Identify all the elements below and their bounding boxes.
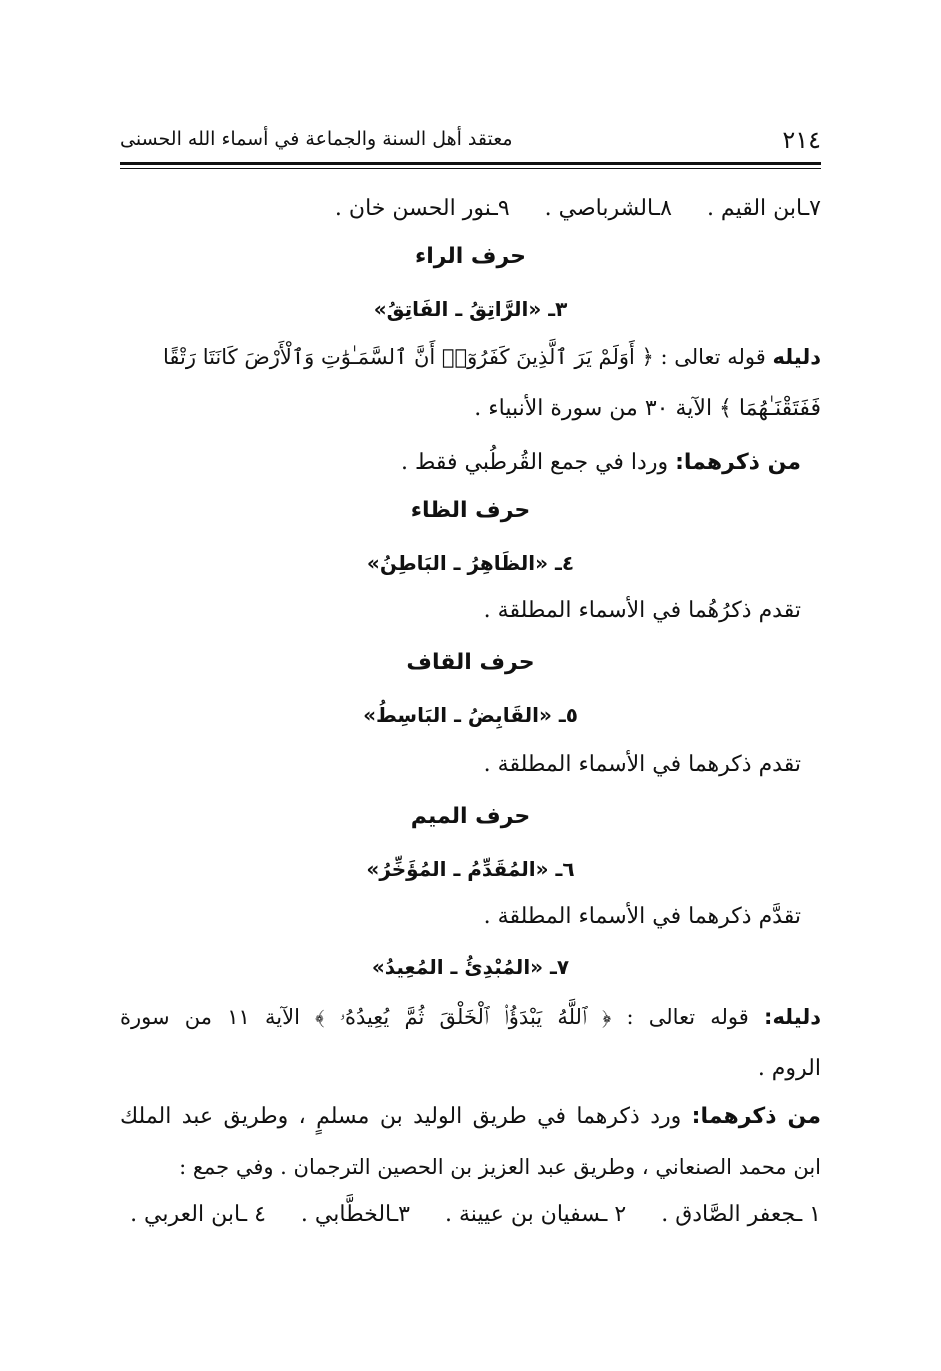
- body-text: تقدم ذكرُهُما في الأسماء المطلقة .: [483, 598, 801, 623]
- name-title-rateq: ٣ـ «الرَّاتِقُ ـ الفَاتِقُ»: [373, 297, 568, 321]
- section-heading-mim: حرف الميم: [410, 804, 531, 829]
- mention-line-continued: ابن محمد الصنعاني ، وطريق عبد العزيز بن الحصين الترجمان . وفي جمع :: [179, 1155, 821, 1179]
- evidence-line: [120, 340, 821, 374]
- mention-text: ورد ذكرهما في طريق الوليد بن مسلمٍ ، وطريق عبد الملك: [120, 1104, 682, 1129]
- mention-label: من ذكرهما:: [691, 1104, 821, 1129]
- list-item: ٤ ـابن العربي .: [130, 1202, 266, 1227]
- evidence-line: [120, 1000, 821, 1034]
- mention-label: من ذكرهما:: [675, 450, 801, 475]
- evidence-line-continued: الروم .: [757, 1056, 821, 1081]
- list-item: ٩ـنور الحسن خان .: [334, 196, 510, 221]
- body-text: تقدَّم ذكرهما في الأسماء المطلقة .: [483, 904, 801, 929]
- top-list: [120, 192, 821, 226]
- name-title-qabed: ٥ـ «القَابِضُ ـ البَاسِطُ»: [363, 703, 578, 727]
- list-item: ٣ـالخطَّابي .: [300, 1202, 410, 1227]
- list-item: ٧ـابن القيم .: [706, 196, 821, 221]
- list-item: ١ ـجعفر الصَّادق .: [661, 1202, 821, 1227]
- mention-line: [120, 1100, 821, 1134]
- list-item: ٢ ـسفيان بن عيينة .: [445, 1202, 627, 1227]
- mention-line: [120, 446, 801, 480]
- evidence-label: دليله: [772, 345, 821, 369]
- section-heading-ra: حرف الراء: [414, 244, 527, 269]
- list-item: ٨ـالشرباصي .: [544, 196, 672, 221]
- page-header: [120, 126, 821, 156]
- evidence-line-continued: فَفَتَقْنَـٰهُمَا ﴾ الآية ٣٠ من سورة الأنبياء .: [474, 396, 821, 421]
- evidence-text: قوله تعالى : ﴿ أَوَلَمْ يَرَ ٱلَّذِينَ كَفَرُوٓا۟ أَنَّ ٱلسَّمَـٰوَٰتِ وَٱلْأَرْضَ كَانَتَا رَتْقًا: [163, 345, 766, 369]
- header-rule-thick: [120, 162, 821, 165]
- page-number: ٢١٤: [782, 126, 821, 154]
- mention-text: وردا في جمع القُرطُبي فقط .: [400, 450, 669, 475]
- name-title-muqaddim: ٦ـ «المُقَدِّمُ ـ المُؤَخِّرُ»: [366, 857, 575, 881]
- body-text: تقدم ذكرهما في الأسماء المطلقة .: [483, 752, 801, 777]
- section-heading-qaf: حرف القاف: [406, 650, 535, 675]
- scholar-list: [120, 1198, 821, 1232]
- evidence-text: قوله تعالى : ﴿ ٱللَّهُ يَبْدَؤُا۟ ٱلْخَلْقَ ثُمَّ يُعِيدُهُۥ ﴾ الآية ١١ من سورة: [120, 1005, 749, 1029]
- evidence-label: دليله:: [764, 1005, 821, 1029]
- name-title-mubdi: ٧ـ «المُبْدِئُ ـ المُعِيدُ»: [371, 955, 570, 979]
- header-rule-thin: [120, 168, 821, 169]
- section-heading-za: حرف الظاء: [410, 498, 531, 523]
- running-title: معتقد أهل السنة والجماعة في أسماء الله الحسنى: [120, 128, 513, 150]
- name-title-zaher: ٤ـ «الظَاهِرُ ـ البَاطِنُ»: [366, 551, 575, 575]
